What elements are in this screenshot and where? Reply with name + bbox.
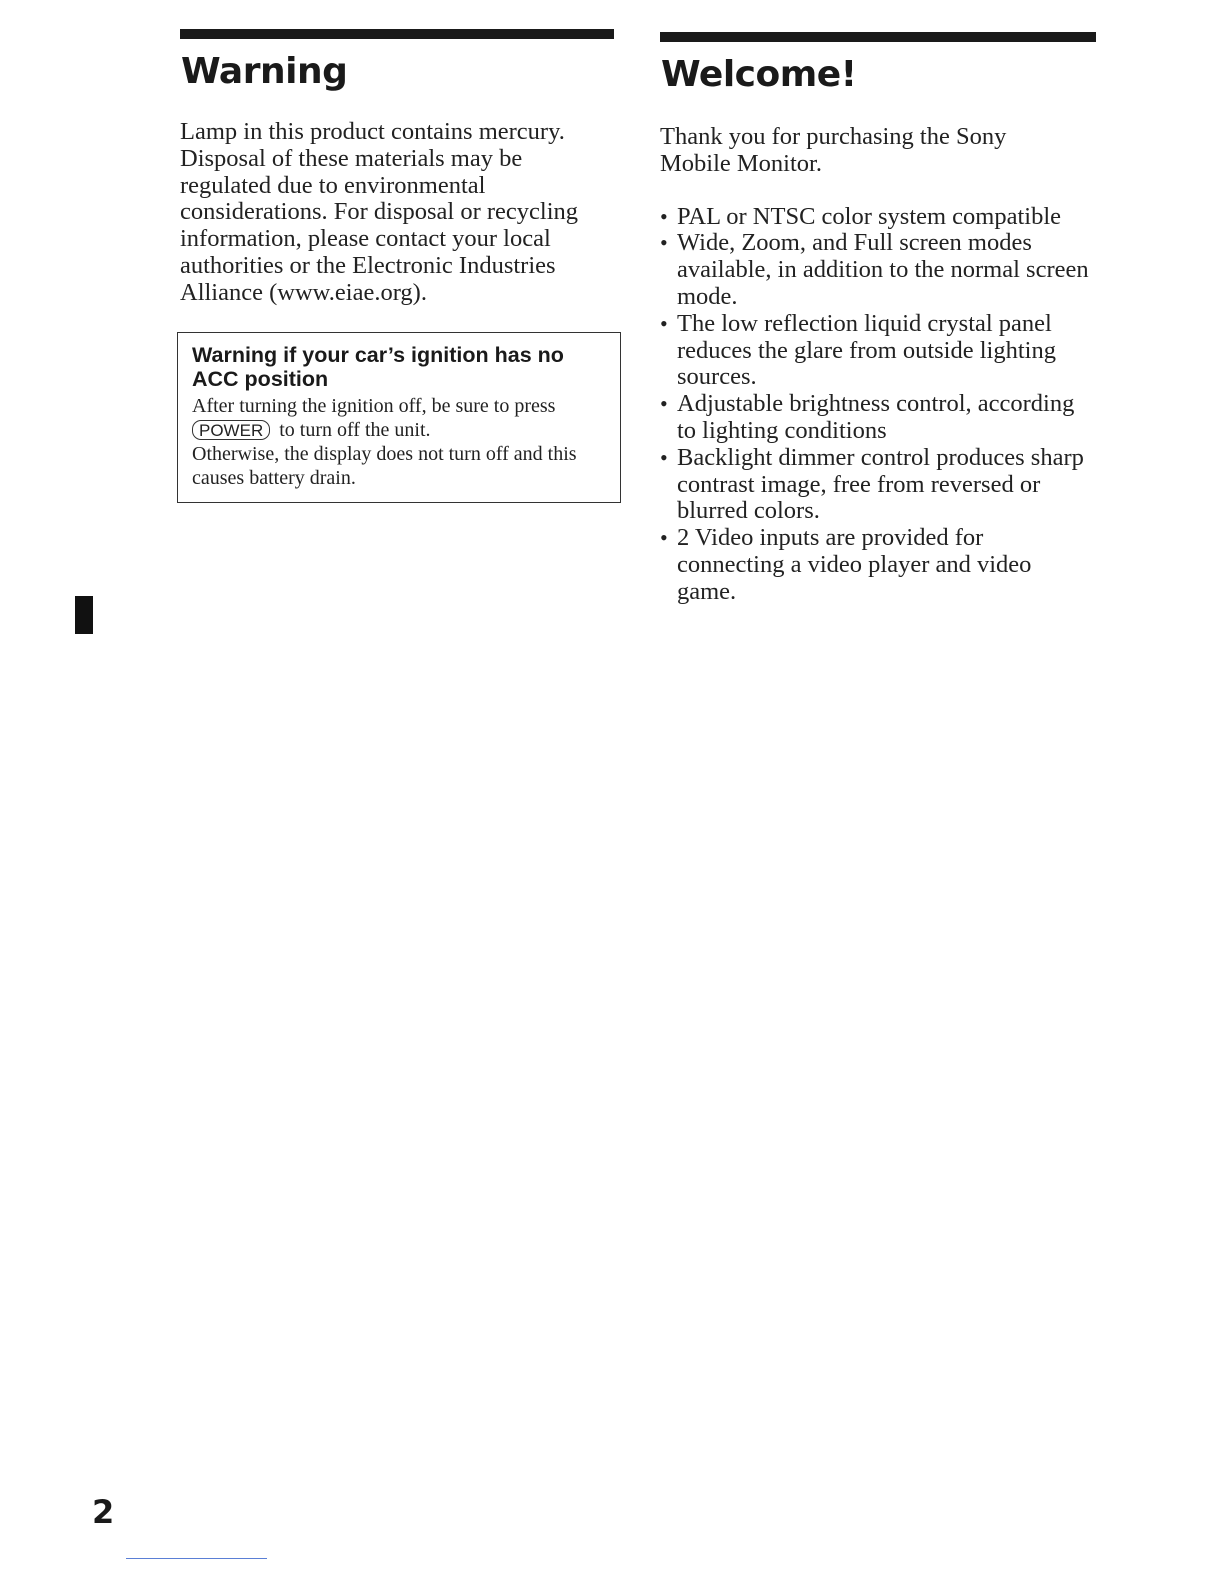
thumb-index-mark: [75, 596, 93, 634]
page-number: 2: [92, 1493, 115, 1531]
bullet-icon: •: [660, 525, 668, 551]
feature-item: • PAL or NTSC color system compatible: [660, 202, 1062, 230]
footer-rule: [126, 1558, 267, 1559]
welcome-section: [660, 32, 1096, 606]
ignition-warning-line2: to turn off the unit.: [279, 419, 431, 441]
warning-heading: Warning: [181, 51, 348, 92]
ignition-warning-line1: After turning the ignition off, be sure to press: [192, 395, 556, 417]
warning-body: Lamp in this product contains mercury. Disposal of these materials may be regulated due to environmental considerations. For disposal or recycling information, please contact your local authorities or the Electronic Industries Alliance (www.eiae.org).: [180, 118, 579, 306]
ignition-warning-box: [177, 332, 621, 503]
bullet-icon: •: [660, 230, 668, 256]
welcome-heading: Welcome!: [661, 54, 857, 95]
feature-item: • Adjustable brightness control, according to lighting conditions: [660, 390, 1075, 444]
bullet-icon: •: [660, 310, 668, 336]
bullet-icon: •: [660, 203, 668, 229]
feature-item: • The low reflection liquid crystal panel reduces the glare from outside lighting sources.: [660, 309, 1056, 391]
feature-list: [660, 204, 1096, 606]
bullet-icon: •: [660, 444, 668, 470]
feature-item: • Backlight dimmer control produces sharp contrast image, free from reversed or blurred colors.: [660, 443, 1084, 525]
ignition-warning-text: [192, 394, 608, 490]
bullet-icon: •: [660, 391, 668, 417]
warning-section: [180, 29, 614, 307]
feature-item: • 2 Video inputs are provided for connecting a video player and video game.: [660, 524, 1032, 605]
ignition-warning-line3: Otherwise, the display does not turn off and this causes battery drain.: [192, 443, 577, 489]
feature-item: • Wide, Zoom, and Full screen modes available, in addition to the normal screen mode.: [660, 229, 1089, 310]
welcome-intro: Thank you for purchasing the Sony Mobile Monitor.: [660, 123, 1007, 177]
welcome-heading-rule: [660, 32, 1096, 42]
ignition-warning-title: Warning if your car’s ignition has no ACC position: [192, 343, 564, 391]
power-key-label: POWER: [192, 420, 270, 440]
warning-heading-rule: [180, 29, 614, 39]
